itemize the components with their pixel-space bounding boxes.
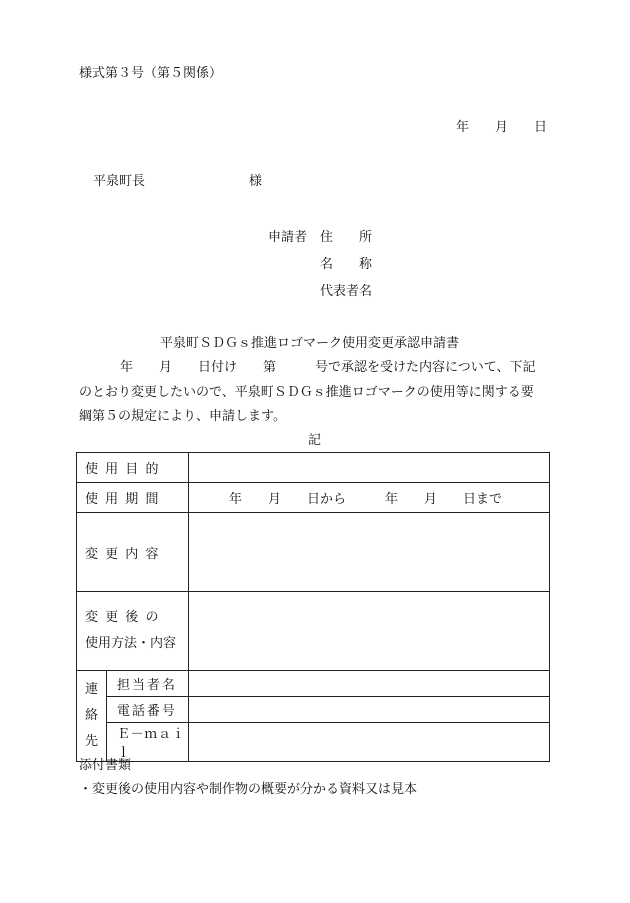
body-line-3: 綱第５の規定により、申請します。 (79, 409, 286, 424)
change-label: 変更内容 (77, 513, 189, 592)
body-line-1: 年 月 日付け 第 号で承認を受けた内容について、下記 (120, 360, 536, 375)
representative-label: 代表者名 (320, 284, 373, 299)
name-label: 名 称 (320, 257, 373, 272)
applicant-label: 申請者 (268, 230, 308, 245)
person-in-charge-value[interactable] (189, 671, 550, 697)
purpose-label: 使用目的 (77, 453, 189, 483)
email-label: Ｅ－ｍａｉｌ (107, 723, 189, 762)
purpose-value[interactable] (189, 453, 550, 483)
phone-label: 電話番号 (107, 697, 189, 723)
contact-side-label: 連 絡 先 (77, 671, 107, 762)
date-line: 年 月 日 (456, 120, 548, 135)
person-in-charge-label: 担当者名 (107, 671, 189, 697)
period-label: 使用期間 (77, 483, 189, 513)
attachments-item: ・変更後の使用内容や制作物の概要が分かる資料又は見本 (79, 782, 418, 797)
body-line-2: のとおり変更したいので、平泉町ＳＤＧｓ推進ロゴマークの使用等に関する要 (79, 385, 534, 400)
email-value[interactable] (189, 723, 550, 762)
after-change-label: 変更後の 使用方法・内容 (77, 592, 189, 671)
document-title: 平泉町ＳＤＧｓ推進ロゴマーク使用変更承認申請書 (160, 336, 460, 351)
application-table (76, 452, 550, 762)
address-label: 住 所 (320, 230, 373, 245)
phone-value[interactable] (189, 697, 550, 723)
after-change-value[interactable] (189, 592, 550, 671)
attachments-heading: 添付書類 (79, 758, 132, 773)
change-value[interactable] (189, 513, 550, 592)
ki-heading: 記 (308, 433, 322, 448)
addressee: 平泉町長 様 (93, 174, 263, 189)
period-value[interactable]: 年 月 日から 年 月 日まで (189, 483, 550, 513)
form-number: 様式第３号（第５関係） (79, 66, 223, 81)
